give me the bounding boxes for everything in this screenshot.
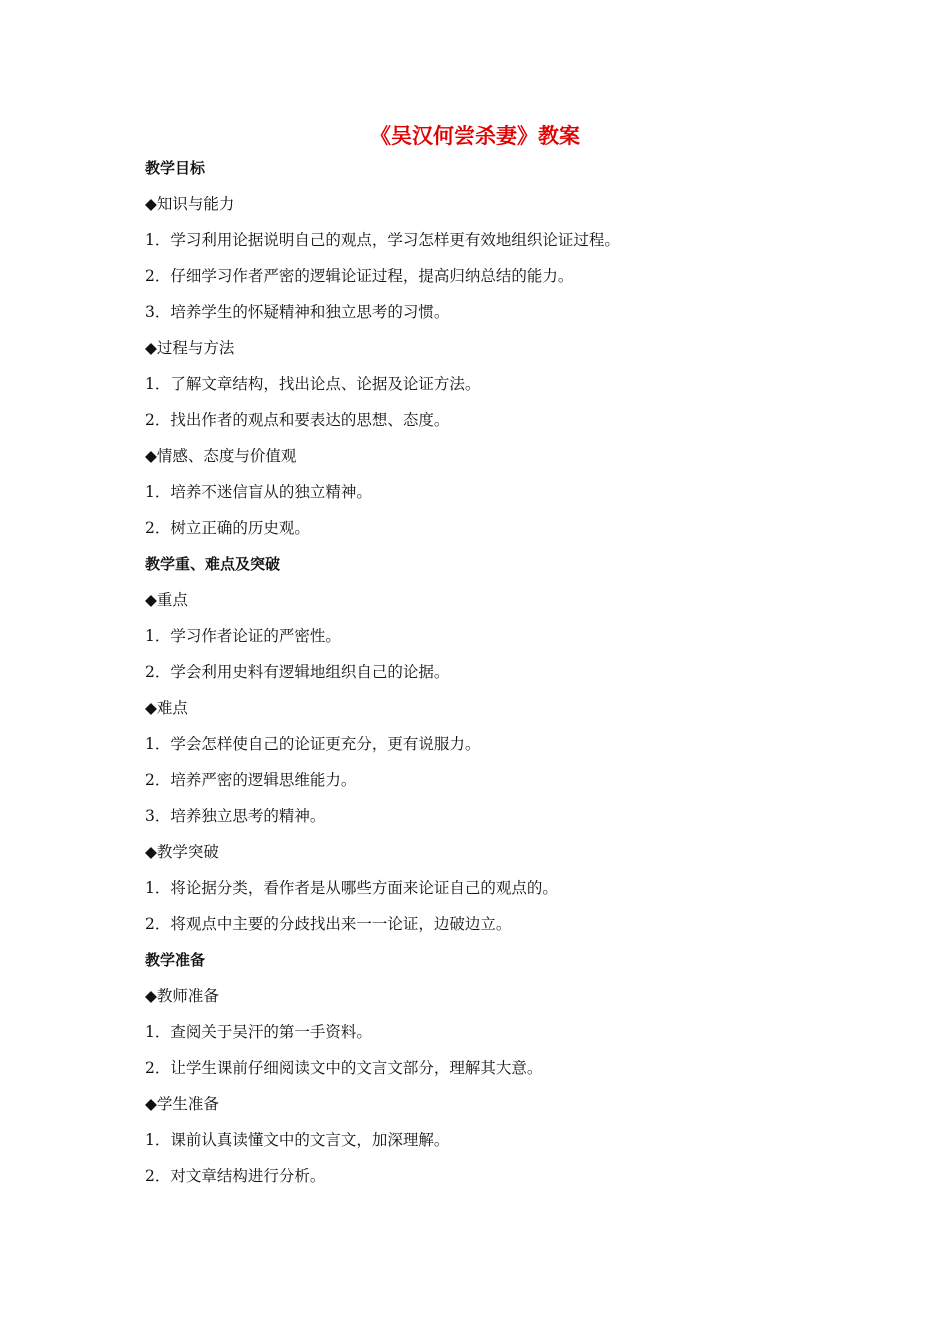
subsection-heading: ◆知识与能力 — [145, 195, 235, 213]
list-item: 3．培养学生的怀疑精神和独立思考的习惯。 — [145, 303, 450, 321]
section-heading: 教学目标 — [145, 159, 206, 177]
list-item: 1．培养不迷信盲从的独立精神。 — [145, 483, 372, 501]
list-item: 3．培养独立思考的精神。 — [145, 807, 326, 825]
list-item: 2．仔细学习作者严密的逻辑论证过程，提高归纳总结的能力。 — [145, 267, 574, 285]
list-item: 1．课前认真读懂文中的文言文，加深理解。 — [145, 1131, 450, 1149]
list-item: 1．学习利用论据说明自己的观点，学习怎样更有效地组织论证过程。 — [145, 231, 620, 249]
list-item: 1．学会怎样使自己的论证更充分，更有说服力。 — [145, 735, 481, 753]
document-title: 《吴汉何尝杀妻》教案 — [370, 124, 580, 148]
list-item: 2．树立正确的历史观。 — [145, 519, 310, 537]
subsection-heading: ◆教师准备 — [145, 987, 219, 1005]
list-item: 2．培养严密的逻辑思维能力。 — [145, 771, 357, 789]
subsection-heading: ◆难点 — [145, 699, 188, 717]
list-item: 2．找出作者的观点和要表达的思想、态度。 — [145, 411, 450, 429]
list-item: 2．学会利用史料有逻辑地组织自己的论据。 — [145, 663, 450, 681]
subsection-heading: ◆重点 — [145, 591, 188, 609]
list-item: 2．对文章结构进行分析。 — [145, 1167, 326, 1185]
subsection-heading: ◆学生准备 — [145, 1095, 219, 1113]
list-item: 1．查阅关于吴汗的第一手资料。 — [145, 1023, 372, 1041]
subsection-heading: ◆过程与方法 — [145, 339, 235, 357]
document-body — [145, 155, 825, 1199]
list-item: 1．学习作者论证的严密性。 — [145, 627, 341, 645]
list-item: 1．将论据分类，看作者是从哪些方面来论证自己的观点的。 — [145, 879, 558, 897]
subsection-heading: ◆教学突破 — [145, 843, 219, 861]
list-item: 2．将观点中主要的分歧找出来一一论证，边破边立。 — [145, 915, 512, 933]
subsection-heading: ◆情感、态度与价值观 — [145, 447, 297, 465]
list-item: 2．让学生课前仔细阅读文中的文言文部分，理解其大意。 — [145, 1059, 543, 1077]
list-item: 1．了解文章结构，找出论点、论据及论证方法。 — [145, 375, 481, 393]
section-heading: 教学重、难点及突破 — [145, 555, 281, 573]
section-heading: 教学准备 — [145, 951, 206, 969]
